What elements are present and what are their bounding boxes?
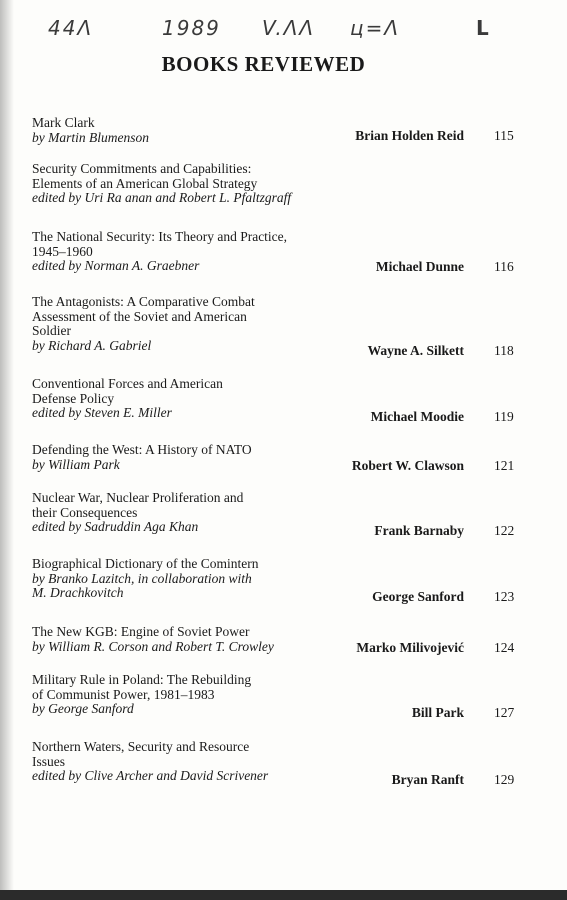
book-title-line: Defending the West: A History of NATO (32, 442, 252, 457)
book-title-line: Military Rule in Poland: The Rebuilding (32, 672, 252, 687)
book-title-line: of Communist Power, 1981–1983 (32, 686, 215, 702)
book-title-line: their Consequences (32, 504, 138, 520)
reviewer-name: Robert W. Clawson (351, 458, 464, 473)
book-info (32, 116, 362, 145)
book-author: by Branko Lazitch, in collaboration with (32, 570, 252, 586)
reviewer-name: Bryan Ranft (391, 772, 464, 787)
reviewer-name: Michael Dunne (375, 259, 464, 274)
book-title-line: Biographical Dictionary of the Comintern (32, 556, 259, 571)
book-info (32, 230, 362, 274)
book-info (32, 491, 362, 535)
book-title-line: Defense Policy (32, 390, 115, 406)
book-author: edited by Uri Ra anan and Robert L. Pfaltzgraff (32, 190, 292, 205)
handwritten-note: V.ΛΛ (262, 16, 316, 40)
page-number: 127 (494, 705, 515, 720)
book-title-line: Soldier (32, 323, 71, 338)
book-title-line: Elements of an American Global Strategy (32, 175, 258, 191)
book-author: edited by Clive Archer and David Scrivener (32, 768, 269, 783)
page-number: 129 (494, 772, 515, 787)
page-number: 115 (494, 128, 514, 143)
page-number: 118 (494, 343, 514, 358)
book-info (32, 625, 362, 654)
page-number: 121 (494, 458, 515, 473)
book-title-line: The Antagonists: A Comparative Combat (32, 294, 255, 309)
book-title-line: The New KGB: Engine of Soviet Power (32, 624, 250, 639)
page-number: 122 (494, 523, 515, 538)
scan-edge (0, 890, 567, 900)
book-author: edited by Norman A. Graebner (32, 258, 200, 273)
page-title: BOOKS REVIEWED (161, 52, 366, 76)
book-title-line: Security Commitments and Capabilities: (32, 161, 252, 176)
book-info (32, 740, 362, 784)
page-number: 116 (494, 259, 514, 274)
book-title-line: Mark Clark (32, 115, 95, 130)
page-number: 124 (494, 640, 515, 655)
book-title-line: The National Security: Its Theory and Practice, (32, 229, 288, 244)
page-number: 123 (494, 589, 515, 604)
reviewer-name: George Sanford (372, 589, 464, 604)
book-title-line: 1945–1960 (32, 243, 93, 259)
reviewer-name: Marko Milivojević (356, 640, 464, 655)
book-author: by William R. Corson and Robert T. Crowley (32, 638, 274, 654)
book-title-line: Nuclear War, Nuclear Proliferation and (32, 490, 244, 505)
book-author: by William Park (32, 456, 120, 472)
book-info (32, 295, 362, 353)
handwritten-note: L (476, 16, 491, 40)
book-title-line: Assessment of the Soviet and American (32, 308, 247, 324)
book-info (32, 673, 362, 717)
reviewer-name: Wayne A. Silkett (367, 343, 464, 358)
book-info (32, 162, 362, 206)
book-info (32, 557, 362, 601)
page-number: 119 (494, 409, 514, 424)
book-author: by Martin Blumenson (32, 129, 149, 145)
book-info (32, 377, 362, 421)
handwritten-note: 1989 (162, 16, 221, 40)
book-author: M. Drachkovitch (32, 585, 124, 600)
book-author: by Richard A. Gabriel (32, 337, 152, 353)
book-info (32, 443, 362, 472)
book-title-line: Issues (32, 753, 65, 769)
handwritten-note: 44Λ (48, 16, 94, 40)
handwritten-note: ц=Λ (350, 16, 401, 40)
reviewer-name: Michael Moodie (370, 409, 464, 424)
book-author: by George Sanford (32, 701, 134, 716)
reviewer-name: Brian Holden Reid (355, 128, 464, 143)
book-title-line: Northern Waters, Security and Resource (32, 739, 250, 754)
book-author: edited by Steven E. Miller (32, 405, 172, 420)
reviewer-name: Frank Barnaby (374, 523, 464, 538)
book-author: edited by Sadruddin Aga Khan (32, 519, 199, 534)
book-title-line: Conventional Forces and American (32, 376, 223, 391)
reviewer-name: Bill Park (411, 705, 464, 720)
